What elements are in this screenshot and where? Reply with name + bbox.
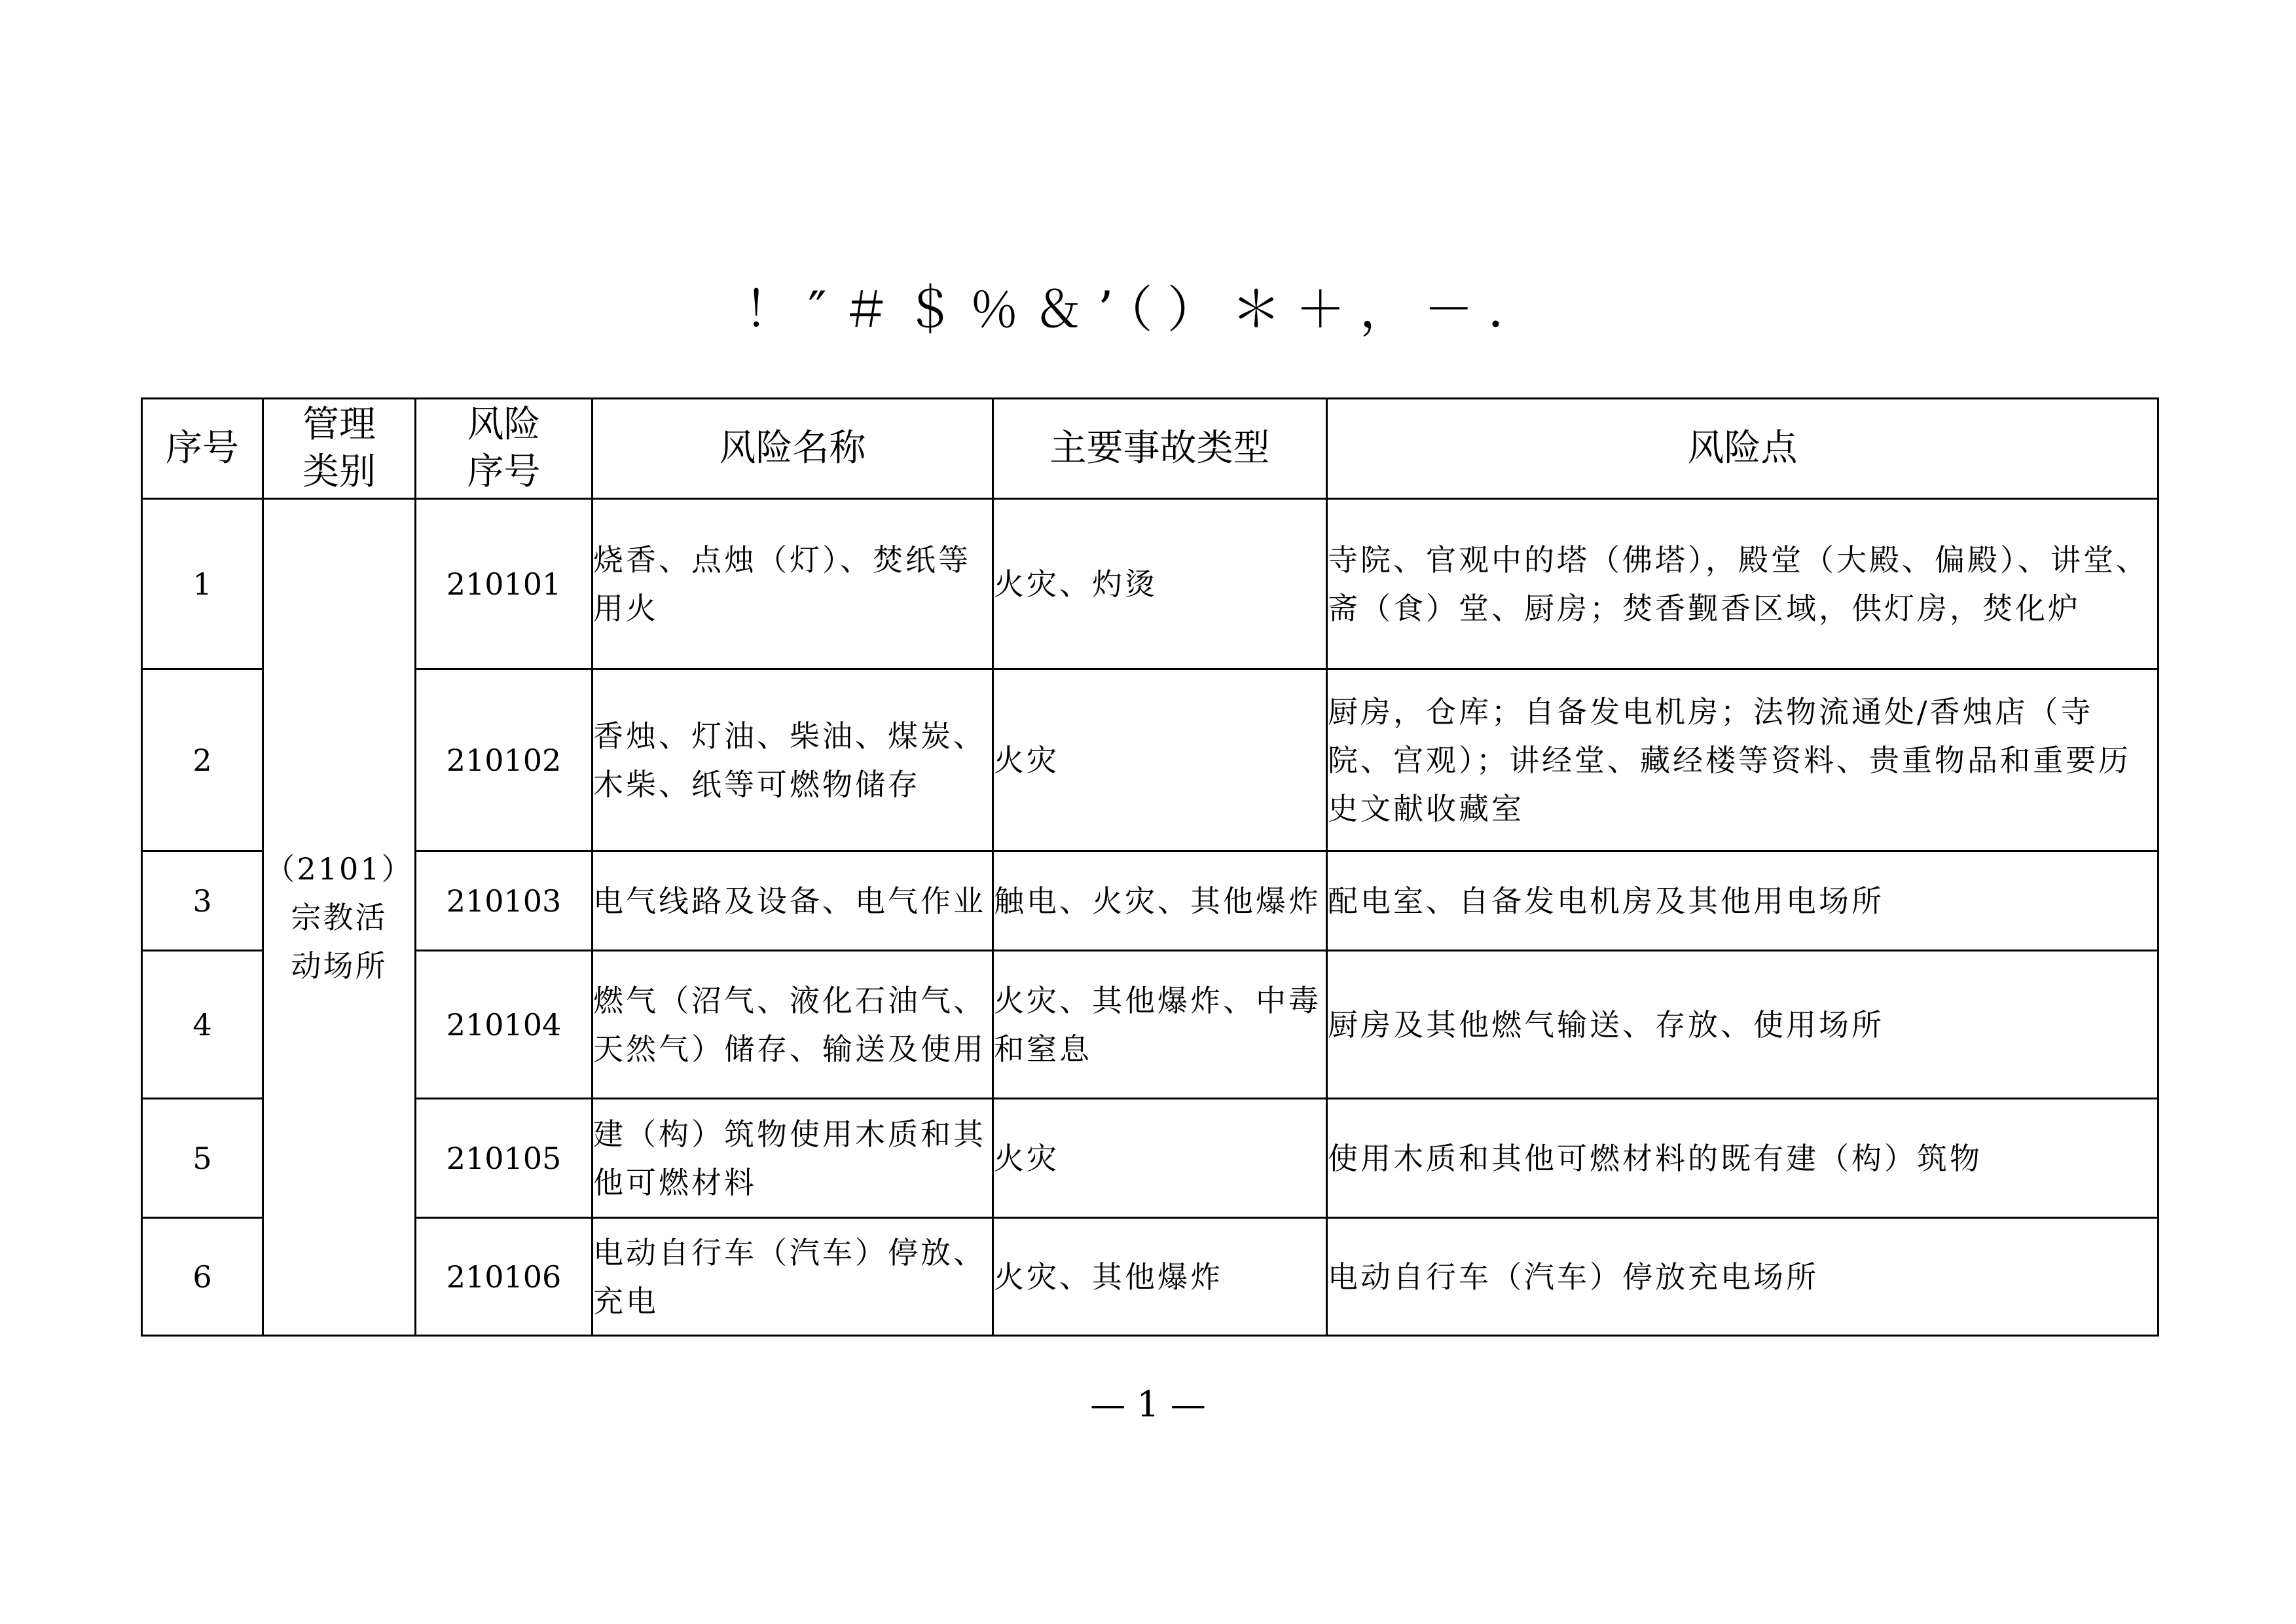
risk-number: 210102 — [416, 669, 592, 851]
page-number: — 1 — — [1090, 1384, 1206, 1425]
header-accident-type: 主要事故类型 — [993, 399, 1327, 499]
accident-type: 火灾、其他爆炸、中毒和窒息 — [993, 951, 1327, 1099]
accident-type: 火灾、灼烫 — [993, 499, 1327, 669]
risk-table — [141, 397, 2159, 1337]
risk-point: 电动自行车（汽车）停放充电场所 — [1327, 1218, 2159, 1336]
header-risk-point: 风险点 — [1327, 399, 2159, 499]
header-category — [263, 399, 416, 499]
category-name-line2: 动场所 — [291, 948, 388, 984]
header-risk-no-line1: 风险 — [467, 403, 541, 446]
page-title: ！″＃＄％＆’（）＊＋，－． — [744, 280, 1552, 339]
risk-point: 厨房，仓库；自备发电机房；法物流通处/香烛店（寺院、宫观）；讲经堂、藏经楼等资料、贵重物品和重要历史文献收藏室 — [1327, 669, 2159, 851]
header-index: 序号 — [142, 399, 263, 499]
accident-type: 火灾 — [993, 669, 1327, 851]
table-row — [142, 669, 2159, 851]
accident-type: 火灾 — [993, 1099, 1327, 1218]
row-index: 4 — [142, 951, 263, 1099]
header-risk-name: 风险名称 — [592, 399, 993, 499]
accident-type: 触电、火灾、其他爆炸 — [993, 851, 1327, 951]
row-index: 6 — [142, 1218, 263, 1336]
table-row — [142, 951, 2159, 1099]
table-row — [142, 1218, 2159, 1336]
table-row — [142, 1099, 2159, 1218]
risk-point: 厨房及其他燃气输送、存放、使用场所 — [1327, 951, 2159, 1099]
risk-number: 210105 — [416, 1099, 592, 1218]
risk-number: 210104 — [416, 951, 592, 1099]
risk-name: 烧香、点烛（灯）、焚纸等用火 — [592, 499, 993, 669]
table-header-row — [142, 399, 2159, 499]
risk-name: 建（构）筑物使用木质和其他可燃材料 — [592, 1099, 993, 1218]
category-cell — [263, 499, 416, 1336]
risk-point: 寺院、官观中的塔（佛塔），殿堂（大殿、偏殿）、讲堂、斋（食）堂、厨房；焚香觐香区域，供灯房，焚化炉 — [1327, 499, 2159, 669]
row-index: 3 — [142, 851, 263, 951]
risk-name: 燃气（沼气、液化石油气、天然气）储存、输送及使用 — [592, 951, 993, 1099]
row-index: 5 — [142, 1099, 263, 1218]
header-category-line2: 类别 — [302, 451, 376, 493]
risk-number: 210101 — [416, 499, 592, 669]
risk-name: 电气线路及设备、电气作业 — [592, 851, 993, 951]
table-row — [142, 499, 2159, 669]
accident-type: 火灾、其他爆炸 — [993, 1218, 1327, 1336]
header-risk-no-line2: 序号 — [467, 451, 541, 493]
risk-name: 电动自行车（汽车）停放、充电 — [592, 1218, 993, 1336]
category-code: （2101） — [264, 851, 414, 887]
table-row — [142, 851, 2159, 951]
risk-number: 210106 — [416, 1218, 592, 1336]
header-category-line1: 管理 — [302, 403, 376, 446]
category-name-line1: 宗教活 — [291, 899, 388, 935]
header-risk-no — [416, 399, 592, 499]
risk-point: 使用木质和其他可燃材料的既有建（构）筑物 — [1327, 1099, 2159, 1218]
row-index: 2 — [142, 669, 263, 851]
risk-name: 香烛、灯油、柴油、煤炭、木柴、纸等可燃物储存 — [592, 669, 993, 851]
risk-point: 配电室、自备发电机房及其他用电场所 — [1327, 851, 2159, 951]
row-index: 1 — [142, 499, 263, 669]
risk-number: 210103 — [416, 851, 592, 951]
